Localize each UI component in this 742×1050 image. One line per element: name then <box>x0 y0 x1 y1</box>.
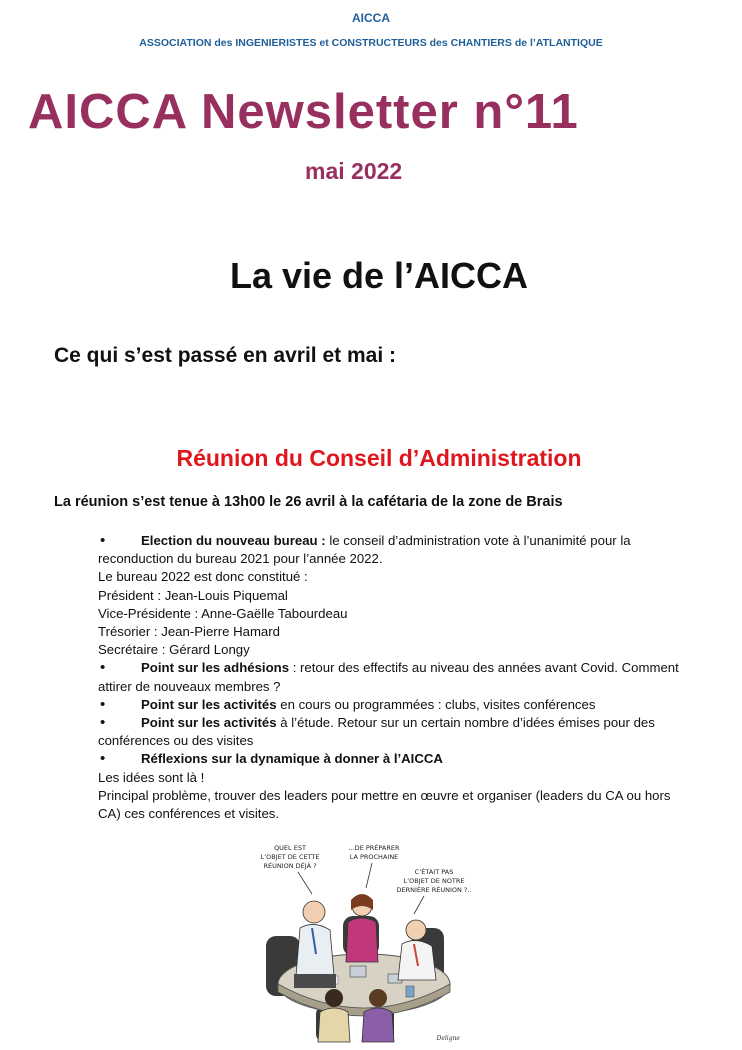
bubble-1-line-2: L’OBJET DE CETTE <box>260 853 320 861</box>
list-item-text: à l’étude. Retour sur un certain nombre d’idées émises pour des <box>276 715 655 731</box>
bullet-icon <box>98 696 141 714</box>
list-item-heading: Réflexions sur la dynamique à donner à l’AICCA <box>141 751 443 767</box>
list-item-continuation: attirer de nouveaux membres ? <box>98 678 281 694</box>
list-item-text: en cours ou programmées : clubs, visites conférences <box>276 696 596 712</box>
person-center <box>346 894 378 962</box>
artist-signature: Deligne <box>436 1035 460 1042</box>
bullet-icon <box>98 714 141 732</box>
list-item-text: le conseil d’administration vote à l’unanimité pour la <box>325 533 631 548</box>
bullet-icon <box>98 532 141 550</box>
bureau-treasurer: Trésorier : Jean-Pierre Hamard <box>98 624 280 640</box>
bubble-1-line-3: RÉUNION DÉJÀ ? <box>263 862 317 870</box>
bureau-secretary: Secrétaire : Gérard Longy <box>98 642 250 658</box>
list-item <box>98 532 698 550</box>
newsletter-date: mai 2022 <box>305 158 403 184</box>
speech-bubble-2 <box>348 843 399 888</box>
list-item <box>98 750 698 768</box>
newsletter-title: AICCA Newsletter n°11 <box>28 85 579 139</box>
bubble-1-line-1: QUEL EST <box>274 844 306 852</box>
list-item-heading: Election du nouveau bureau : <box>141 533 326 548</box>
bureau-president: Président : Jean-Louis Piquemal <box>98 587 288 603</box>
meeting-title: Réunion du Conseil d’Administration <box>176 445 582 471</box>
bubble-3-line-2: L’OBJET DE NOTRE <box>403 877 465 885</box>
list-item-text: : retour des effectifs au niveau des années avant Covid. Comment <box>289 660 679 676</box>
bubble-2-line-1: ...DE PRÉPARER <box>348 844 400 852</box>
bureau-intro: Le bureau 2022 est donc constitué : <box>98 569 308 585</box>
speech-bubble-1 <box>260 844 319 894</box>
section-title: La vie de l’AICCA <box>229 255 529 296</box>
list-item-heading: Point sur les activités <box>141 715 277 731</box>
bubble-2-line-2: LA PROCHAINE <box>349 853 399 861</box>
person-left <box>294 901 336 988</box>
meeting-cartoon-illustration <box>238 836 478 1046</box>
bubble-3-line-3: DERNIÈRE RÉUNION ?.. <box>396 886 472 894</box>
problem-line-continuation: CA) ces conférences et visites. <box>98 806 280 822</box>
list-item <box>98 659 698 677</box>
bubble-3-line-1: C’ÉTAIT PAS <box>414 868 454 876</box>
list-item-heading: Point sur les adhésions <box>141 660 290 676</box>
org-full-name: ASSOCIATION des INGENIERISTES et CONSTRUCTEURS des CHANTIERS de l’ATLANTIQUE <box>139 37 603 49</box>
speech-bubble-3 <box>397 867 472 914</box>
list-item-heading: Point sur les activités <box>141 696 277 712</box>
bureau-vice-president: Vice-Présidente : Anne-Gaëlle Tabourdeau <box>98 605 348 621</box>
list-item <box>98 714 698 732</box>
list-item-continuation: reconduction du bureau 2021 pour l’année 2022. <box>98 551 383 567</box>
bullet-icon <box>98 750 141 768</box>
org-short-name: AICCA <box>352 11 390 25</box>
meeting-minutes <box>98 532 698 823</box>
problem-line: Principal problème, trouver des leaders pour mettre en œuvre et organiser (leaders du CA ou hors <box>98 787 671 803</box>
meeting-intro: La réunion s’est tenue à 13h00 le 26 avril à la cafétaria de la zone de Brais <box>54 494 563 510</box>
bullet-icon <box>98 659 141 677</box>
list-item <box>98 696 698 714</box>
ideas-line: Les idées sont là ! <box>98 769 205 785</box>
section-subtitle: Ce qui s’est passé en avril et mai : <box>54 344 396 367</box>
list-item-continuation: conférences ou des visites <box>98 733 254 749</box>
